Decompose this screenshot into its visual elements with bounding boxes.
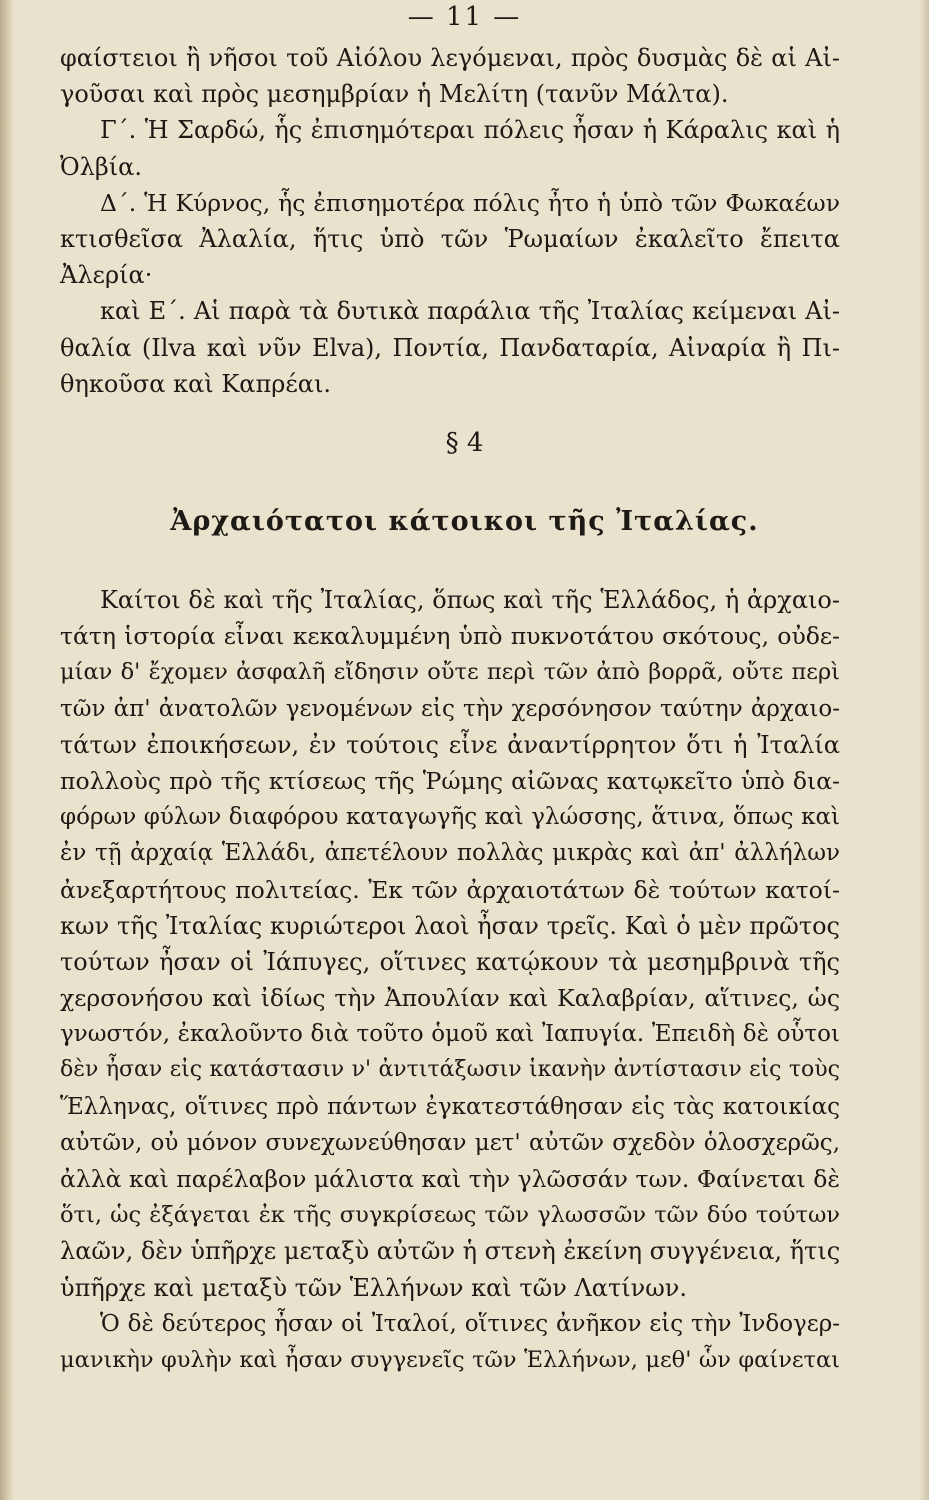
text-line: ἀλλὰ καὶ παρέλαβον μάλιστα καὶ τὴν γλῶσσάν των. Φαίνεται δὲ: [60, 1165, 840, 1193]
text-line: δὲν ἦσαν εἰς κατάστασιν ν' ἀντιτάξωσιν ἱκανὴν ἀντίστασιν εἰς τοὺς: [60, 1057, 840, 1083]
text-line: ὑπῆρχε καὶ μεταξὺ τῶν Ἑλλήνων καὶ τῶν Λατίνων.: [60, 1273, 688, 1302]
text-line: θαλία (Ilva καὶ νῦν Elva), Ποντία, Πανδαταρία, Αἰναρία ἢ Πι-: [60, 333, 840, 362]
text-line: χερσονήσου καὶ ἰδίως τὴν Ἀπουλίαν καὶ Καλαβρίαν, αἵτινες, ὡς: [60, 984, 840, 1013]
text-line: γοῦσαι καὶ πρὸς μεσημβρίαν ἡ Μελίτη (τανῦν Μάλτα).: [60, 80, 729, 109]
section-heading: Ἀρχαιότατοι κάτοικοι τῆς Ἰταλίας.: [170, 506, 759, 537]
text-line: ἀνεξαρτήτους πολιτείας. Ἐκ τῶν ἀρχαιοτάτων δὲ τούτων κατοί-: [60, 875, 840, 904]
text-line: τάτων ἐποικήσεων, ἐν τούτοις εἶνε ἀναντίρρητον ὅτι ἡ Ἰταλία: [60, 730, 840, 759]
text-line: Γ΄. Ἡ Σαρδώ, ἧς ἐπισημότεραι πόλεις ἦσαν ἡ Κάραλις καὶ ἡ: [100, 116, 840, 145]
section-number: § 4: [445, 428, 484, 458]
page-binding-edge: [0, 0, 14, 1500]
text-line: μίαν δ' ἔχομεν ἀσφαλῆ εἴδησιν οὔτε περὶ τῶν ἀπὸ βορρᾶ, οὔτε περὶ: [60, 659, 840, 686]
text-line: Ἀλερία·: [60, 261, 153, 290]
text-line: ἐν τῇ ἀρχαίᾳ Ἑλλάδι, ἀπετέλουν πολλὰς μικρὰς καὶ ἀπ' ἀλλήλων: [60, 840, 840, 867]
text-line: καὶ Ε΄. Αἱ παρὰ τὰ δυτικὰ παράλια τῆς Ἰταλίας κείμεναι Αἰ-: [100, 297, 840, 326]
text-line: κτισθεῖσα Ἀλαλία, ἥτις ὑπὸ τῶν Ῥωμαίων ἐκαλεῖτο ἔπειτα: [60, 224, 840, 253]
page-right-edge: [919, 0, 929, 1500]
text-line: τῶν ἀπ' ἀνατολῶν γενομένων εἰς τὴν χερσόνησον ταύτην ἀρχαιο-: [60, 695, 840, 722]
text-line: αὐτῶν, οὐ μόνον συνεχωνεύθησαν μετ' αὐτῶν σχεδὸν ὁλοσχερῶς,: [60, 1129, 840, 1156]
text-line: γνωστόν, ἐκαλοῦντο διὰ τοῦτο ὁμοῦ καὶ Ἰαπυγία. Ἐπειδὴ δὲ οὗτοι: [60, 1021, 840, 1048]
text-line: τάτη ἱστορία εἶναι κεκαλυμμένη ὑπὸ πυκνοτάτου σκότους, οὐδε-: [60, 622, 840, 651]
text-line: Ἕλληνας, οἵτινες πρὸ πάντων ἐγκατεστάθησαν εἰς τὰς κατοικίας: [60, 1093, 840, 1120]
body-paragraphs: [60, 582, 840, 1378]
text-line: φαίστειοι ἢ νῆσοι τοῦ Αἰόλου λεγόμεναι, πρὸς δυσμὰς δὲ αἱ Αἰ-: [60, 44, 840, 72]
text-line: Δ΄. Ἡ Κύρνος, ἧς ἐπισημοτέρα πόλις ἦτο ἡ ὑπὸ τῶν Φωκαέων: [100, 188, 840, 217]
text-line: πολλοὺς πρὸ τῆς κτίσεως τῆς Ῥώμης αἰῶνας κατῳκεῖτο ὑπὸ δια-: [60, 766, 840, 795]
text-line: λαῶν, δὲν ὑπῆρχε μεταξὺ αὐτῶν ἡ στενὴ ἐκείνη συγγένεια, ἥτις: [60, 1237, 841, 1266]
text-line: Καίτοι δὲ καὶ τῆς Ἰταλίας, ὅπως καὶ τῆς Ἑλλάδος, ἡ ἀρχαιο-: [100, 586, 840, 614]
text-line: φόρων φύλων διαφόρου καταγωγῆς καὶ γλώσσης, ἅτινα, ὅπως καὶ: [60, 804, 840, 831]
page-number: — 11 —: [407, 2, 522, 32]
text-line: Ὀλβία.: [60, 152, 143, 181]
text-line: θηκοῦσα καὶ Καπρέαι.: [60, 369, 332, 398]
top-paragraphs: [60, 40, 840, 402]
text-line: κων τῆς Ἰταλίας κυριώτεροι λαοὶ ἦσαν τρεῖς. Καὶ ὁ μὲν πρῶτος: [60, 911, 840, 940]
text-line: τούτων ἦσαν οἱ Ἰάπυγες, οἵτινες κατῴκουν τὰ μεσημβρινὰ τῆς: [60, 947, 840, 976]
text-line: ὅτι, ὡς ἐξάγεται ἐκ τῆς συγκρίσεως τῶν γλωσσῶν τῶν δύο τούτων: [60, 1202, 840, 1229]
text-line: μανικὴν φυλὴν καὶ ἦσαν συγγενεῖς τῶν Ἑλλήνων, μεθ' ὧν φαίνεται: [60, 1346, 840, 1373]
text-line: Ὁ δὲ δεύτερος ἦσαν οἱ Ἰταλοί, οἵτινες ἀνῆκον εἰς τὴν Ἰνδογερ-: [100, 1310, 840, 1337]
